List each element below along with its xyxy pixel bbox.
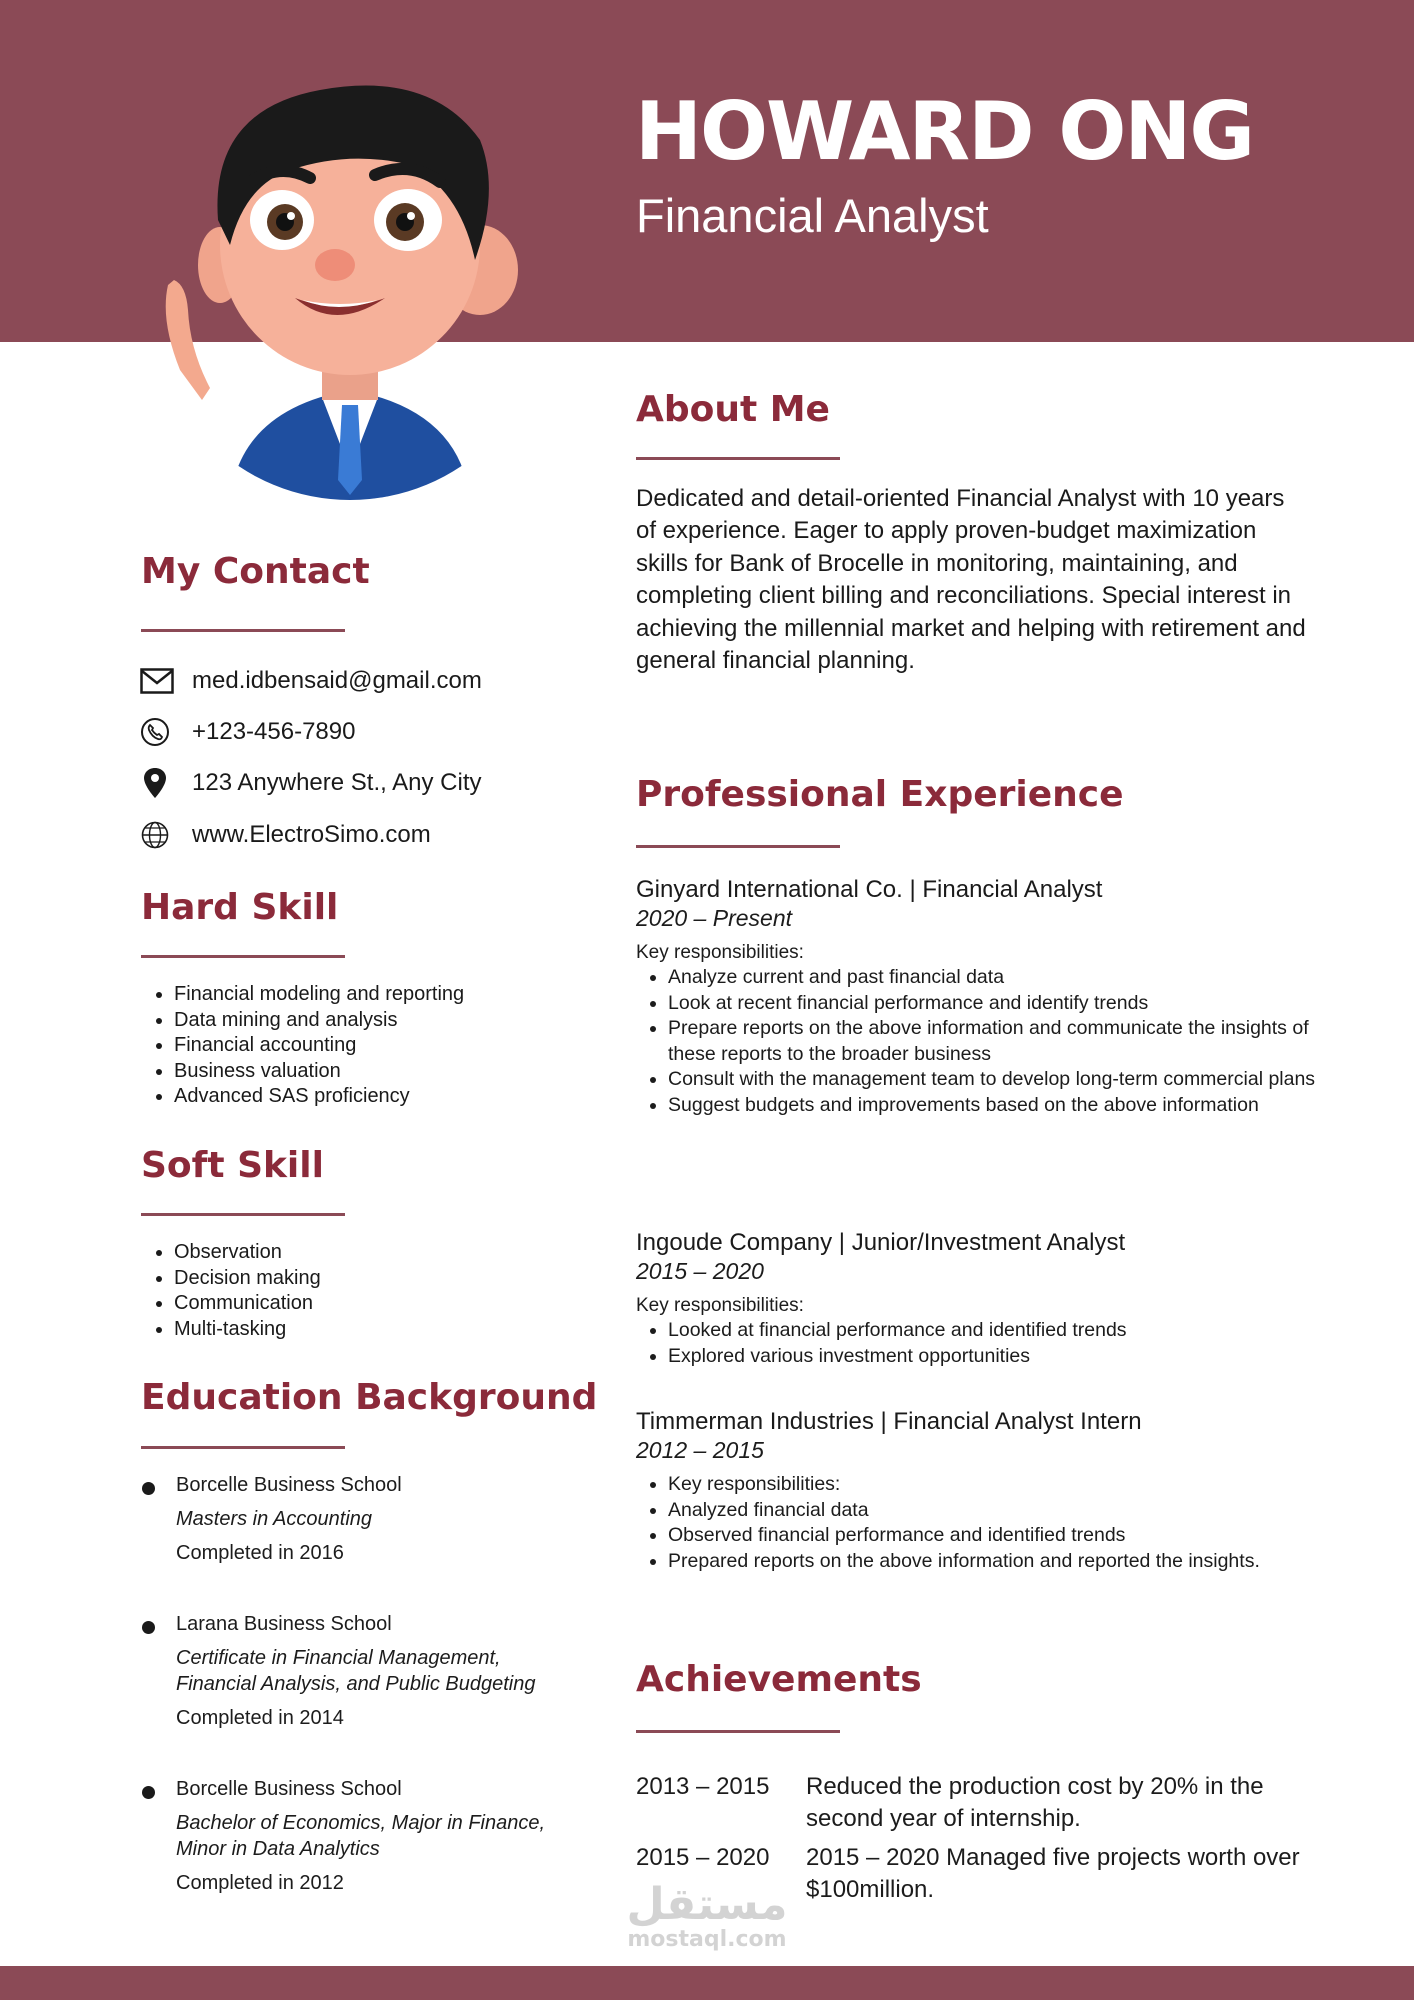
job-header: Ginyard International Co. | Financial Analyst [636,876,1103,903]
list-item: • Key responsibilities: [668,1472,1336,1498]
achievement-row [636,1771,1306,1835]
job-bullets [636,1318,1336,1369]
hard-skill-rule [141,955,345,958]
education-entry [140,1776,580,1896]
list-item: • Look at recent financial performance and identify trends [668,991,1336,1017]
education-degree: Certificate in Financial Management, Financial Analysis, and Public Budgeting [176,1647,536,1695]
experience-rule [636,845,840,848]
watermark-arabic: مستقل [626,1879,788,1930]
about-text: Dedicated and detail-oriented Financial Analyst with 10 years of experience. Eager to apply proven-budget maximization skills for Bank of Brocelle in monitoring, maintaining, and completing client billing and reconciliations. Special interest in achieving the millennial market and helping with retirement and general financial planning. [636,485,1306,675]
contact-address-text: 123 Anywhere St., Any City [192,769,482,796]
education-heading: Education Background [141,1377,598,1418]
list-item: • Analyzed financial data [668,1498,1336,1524]
list-item: • Data mining and analysis [174,1008,464,1034]
achievement-text: Reduced the production cost by 20% in the second year of internship. [806,1773,1264,1832]
contact-website-text: www.ElectroSimo.com [192,821,431,848]
contact-heading: My Contact [141,551,370,592]
soft-skill-heading: Soft Skill [141,1145,324,1186]
job-header: Ingoude Company | Junior/Investment Analyst [636,1229,1126,1256]
job-bullets [636,965,1336,1118]
education-completed: Completed in 2016 [176,1542,344,1564]
list-item: • Analyze current and past financial data [668,965,1336,991]
list-item: • Communication [174,1291,321,1317]
experience-entry [636,1229,1336,1369]
contact-rule [141,629,345,632]
list-item: • Financial accounting [174,1033,464,1059]
job-header: Timmerman Industries | Financial Analyst Intern [636,1408,1142,1435]
job-intro: Key responsibilities: [636,1295,804,1316]
soft-skill-rule [141,1213,345,1216]
phone-icon [140,715,176,749]
location-pin-icon [140,766,176,800]
education-completed: Completed in 2012 [176,1872,344,1894]
avatar [150,70,550,500]
education-school: Borcelle Business School [176,1474,402,1496]
contact-phone[interactable] [140,715,355,749]
job-bullets [636,1472,1336,1574]
about-heading: About Me [636,389,830,430]
contact-website[interactable] [140,818,431,852]
hard-skill-heading: Hard Skill [141,887,339,928]
list-item: • Observation [174,1240,321,1266]
job-dates: 2015 – 2020 [636,1258,764,1284]
education-degree: Masters in Accounting [176,1508,373,1530]
education-degree: Bachelor of Economics, Major in Finance, Minor in Data Analytics [176,1812,546,1860]
globe-icon [140,818,176,852]
achievements-rule [636,1730,840,1733]
list-item: • Decision making [174,1266,321,1292]
watermark [622,1879,792,1952]
candidate-name: HOWARD ONG [635,85,1254,178]
contact-phone-text: +123-456-7890 [192,718,356,745]
achievements-heading: Achievements [636,1659,922,1700]
footer-band [0,1966,1414,2000]
job-intro: Key responsibilities: [636,942,804,963]
education-entry [140,1611,580,1731]
list-item: • Explored various investment opportunities [668,1344,1336,1370]
education-school: Larana Business School [176,1613,392,1635]
bullet-dot [142,1482,155,1495]
contact-email[interactable] [140,664,482,698]
list-item: • Financial modeling and reporting [174,982,464,1008]
list-item: • Advanced SAS proficiency [174,1084,464,1110]
list-item: • Consult with the management team to develop long-term commercial plans [668,1067,1336,1093]
education-rule [141,1446,345,1449]
experience-entry [636,1408,1336,1574]
education-entry [140,1472,580,1566]
achievement-text: 2015 – 2020 Managed five projects worth over $100million. [806,1844,1300,1903]
list-item: • Business valuation [174,1059,464,1085]
bullet-dot [142,1786,155,1799]
list-item: • Prepared reports on the above information and reported the insights. [668,1549,1336,1575]
list-item: • Suggest budgets and improvements based on the above information [668,1093,1336,1119]
education-school: Borcelle Business School [176,1778,402,1800]
bullet-dot [142,1621,155,1634]
about-rule [636,457,840,460]
mail-icon [140,664,176,698]
list-item: • Prepare reports on the above information and communicate the insights of these reports to the broader business [668,1016,1336,1067]
hard-skill-list [141,982,464,1110]
contact-address [140,766,482,800]
list-item: • Observed financial performance and identified trends [668,1523,1336,1549]
experience-heading: Professional Experience [636,774,1124,815]
job-title: Financial Analyst [636,189,989,242]
list-item: • Looked at financial performance and identified trends [668,1318,1336,1344]
experience-entry [636,876,1336,1118]
job-dates: 2020 – Present [636,905,793,931]
watermark-latin: mostaql.com [627,1927,787,1952]
job-dates: 2012 – 2015 [636,1437,764,1463]
achievement-years: 2015 – 2020 [636,1844,770,1871]
contact-email-text: med.idbensaid@gmail.com [192,667,482,694]
list-item: • Multi-tasking [174,1317,321,1343]
education-completed: Completed in 2014 [176,1707,344,1729]
achievement-years: 2013 – 2015 [636,1773,770,1800]
soft-skill-list [141,1240,321,1342]
